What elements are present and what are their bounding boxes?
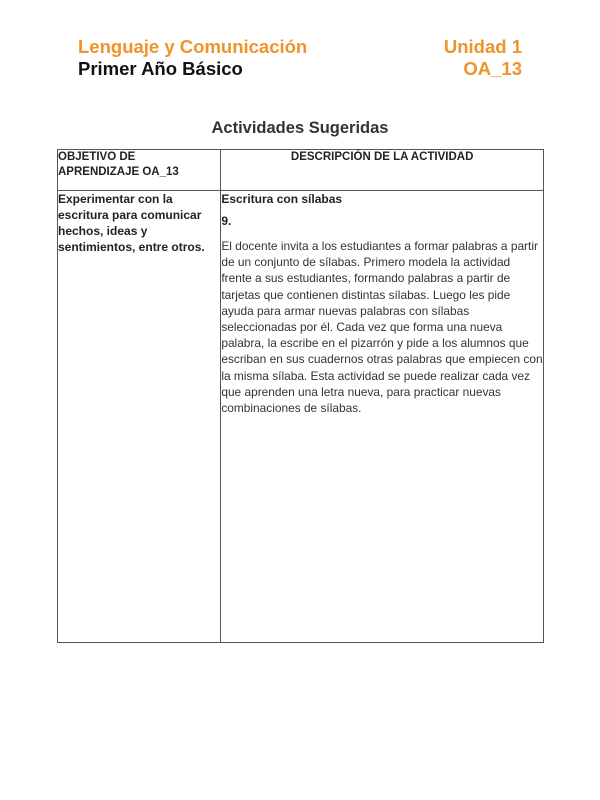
activity-number: 9. xyxy=(221,214,232,228)
grade-label: Primer Año Básico xyxy=(78,58,243,79)
subject-title: Lenguaje y Comunicación xyxy=(78,36,308,57)
objective-code: OA_13 xyxy=(463,58,522,79)
unit-label: Unidad 1 xyxy=(443,36,522,57)
description-cell xyxy=(221,191,544,643)
objective-column-header xyxy=(58,150,221,191)
objective-header-line2: APRENDIZAJE OA_13 xyxy=(58,166,179,178)
table-header-row xyxy=(58,150,544,191)
description-column-header: DESCRIPCIÓN DE LA ACTIVIDAD xyxy=(221,150,544,191)
table-row xyxy=(58,191,544,643)
activity-body: El docente invita a los estudiantes a formar palabras a partir de un conjunto de sílabas. Primero modela la actividad frente a sus estudiantes, formando palabras a partir de tarjetas que contienen distintas sílabas. Luego les pide ayuda para armar nuevas palabras con sílabas seleccionadas por él. Cada vez que forma una nueva palabra, la escribe en el pizarrón y pide a los alumnos que escriban en sus cuadernos otras palabras que empiecen con la misma sílaba. Esta actividad se puede realizar cada vez que aprenden una letra nueva, para practicar nuevas combinaciones de sílabas. xyxy=(221,239,543,416)
objective-cell: Experimentar con la escritura para comunicar hechos, ideas y sentimientos, entre otros. xyxy=(58,191,221,643)
activity-table xyxy=(57,149,544,643)
document-header xyxy=(78,36,522,80)
objective-header-line1: OBJETIVO DE xyxy=(58,151,136,163)
header-row-top xyxy=(78,36,522,58)
section-title: Actividades Sugeridas xyxy=(211,119,389,137)
activity-title: Escritura con sílabas xyxy=(221,192,343,206)
header-row-bottom xyxy=(78,58,522,80)
